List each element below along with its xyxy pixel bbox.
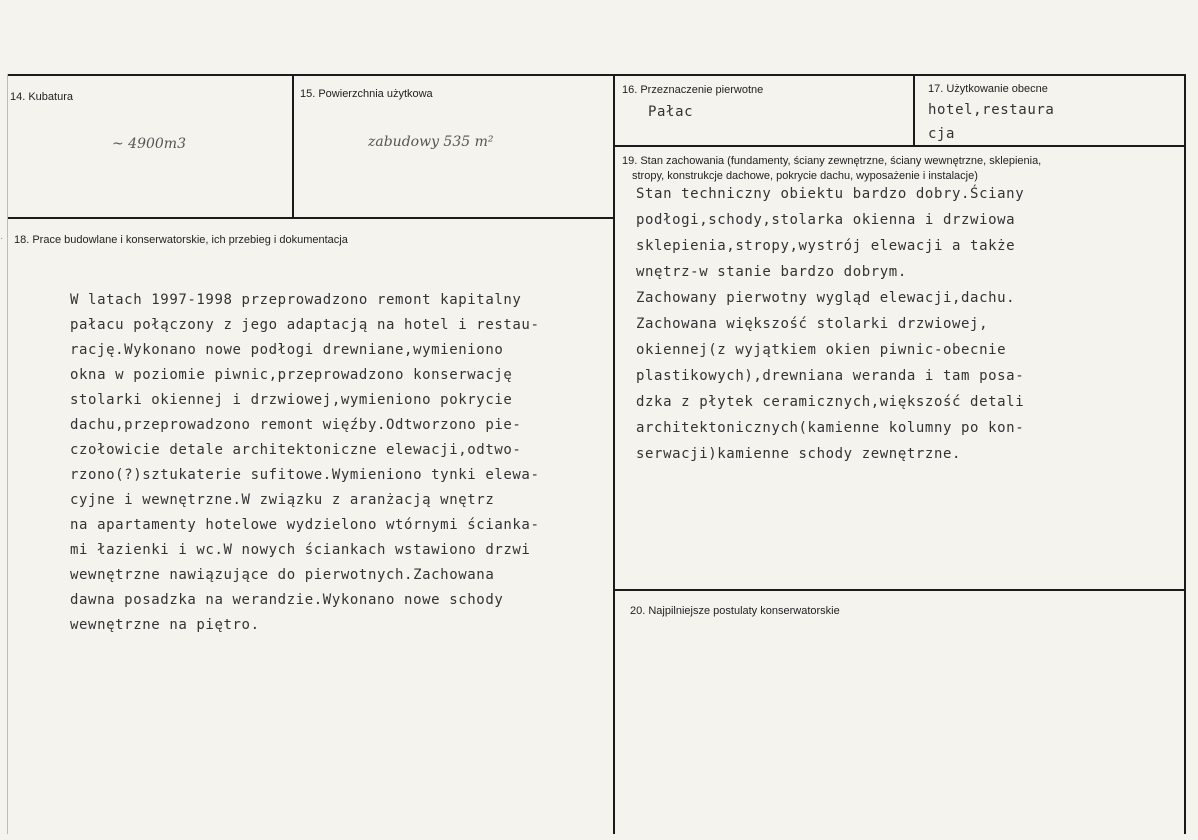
left-edge: [7, 74, 8, 834]
f19-line: serwacji)kamienne schody zewnętrzne.: [636, 446, 962, 462]
f18-label: 18. Prace budowlane i konserwatorskie, ich przebieg i dokumentacja: [14, 234, 348, 246]
right-edge: [1184, 74, 1186, 834]
f15-label: 15. Powierzchnia użytkowa: [300, 88, 433, 100]
f18-line: na apartamenty hotelowe wydzielono wtórnymi ścianka-: [70, 517, 540, 533]
f16-value: Pałac: [648, 104, 694, 120]
f18-line: okna w poziomie piwnic,przeprowadzono konserwację: [70, 367, 513, 383]
f19-line: plastikowych),drewniana weranda i tam posa-: [636, 368, 1025, 384]
f17-value-line2: cja: [928, 126, 956, 142]
f19-line: podłogi,schody,stolarka okienna i drzwiowa: [636, 212, 1016, 228]
top-rule: [8, 74, 1186, 76]
f18-line: pałacu połączony z jego adaptacją na hotel i restau-: [70, 317, 540, 333]
f18-line: dachu,przeprowadzono remont więźby.Odtworzono pie-: [70, 417, 522, 433]
f19-bottom-rule: [614, 589, 1186, 591]
col-divider-3: [913, 74, 915, 146]
margin-tick: ·: [0, 233, 4, 244]
f17-bottom-rule: [614, 145, 1186, 147]
f14-value: ~ 4900m3: [112, 136, 186, 152]
f20-label: 20. Najpilniejsze postulaty konserwatorskie: [630, 605, 840, 617]
f18-line: mi łazienki i wc.W nowych ściankach wstawiono drzwi: [70, 542, 531, 558]
f19-line: Stan techniczny obiektu bardzo dobry.Ściany: [636, 186, 1025, 202]
f18-line: dawna posadzka na werandzie.Wykonano nowe schody: [70, 592, 504, 608]
f18-line: rację.Wykonano nowe podłogi drewniane,wymieniono: [70, 342, 504, 358]
f14-label: 14. Kubatura: [10, 91, 73, 103]
f19-line: architektonicznych(kamienne kolumny po kon-: [636, 420, 1025, 436]
f18-line: rzono(?)sztukaterie sufitowe.Wymieniono tynki elewa-: [70, 467, 540, 483]
col-divider-main: [613, 74, 615, 834]
f19-line: dzka z płytek ceramicznych,większość detali: [636, 394, 1025, 410]
col-divider-1: [292, 74, 294, 219]
f17-value-line1: hotel,restaura: [928, 102, 1055, 118]
f15-value: zabudowy 535 m²: [368, 134, 494, 150]
f18-line: stolarki okiennej i drzwiowej,wymieniono pokrycie: [70, 392, 513, 408]
f19-line: Zachowana większość stolarki drzwiowej,: [636, 316, 989, 332]
f18-line: W latach 1997-1998 przeprowadzono remont kapitalny: [70, 292, 522, 308]
f19-line: okiennej(z wyjątkiem okien piwnic-obecnie: [636, 342, 1007, 358]
f19-line: sklepienia,stropy,wystrój elewacji a także: [636, 238, 1016, 254]
f19-line: Zachowany pierwotny wygląd elewacji,dachu.: [636, 290, 1016, 306]
f19-label-line2: stropy, konstrukcje dachowe, pokrycie dachu, wyposażenie i instalacje): [632, 170, 978, 182]
f19-line: wnętrz-w stanie bardzo dobrym.: [636, 264, 907, 280]
f19-label-line1: 19. Stan zachowania (fundamenty, ściany zewnętrzne, ściany wewnętrzne, sklepienia,: [622, 155, 1042, 167]
f18-line: cyjne i wewnętrzne.W związku z aranżacją wnętrz: [70, 492, 495, 508]
row1-divider: [8, 217, 614, 219]
f18-line: wewnętrzne na piętro.: [70, 617, 260, 633]
f18-line: czołowicie detale architektoniczne elewacji,odtwo-: [70, 442, 522, 458]
f17-label: 17. Użytkowanie obecne: [928, 83, 1048, 95]
f16-label: 16. Przeznaczenie pierwotne: [622, 84, 764, 96]
f18-line: wewnętrzne nawiązujące do pierwotnych.Zachowana: [70, 567, 495, 583]
